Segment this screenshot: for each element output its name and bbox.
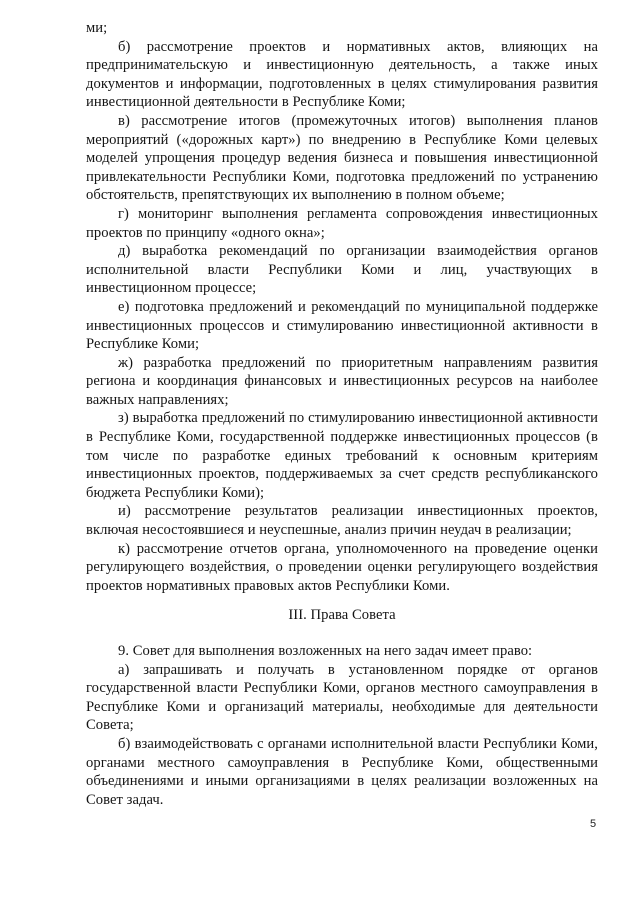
section-heading: III. Права Совета — [288, 607, 396, 624]
list-item: з) выработка предложений по стимулированию инвестиционной активности в Республике Коми, государственной поддержке инвестиционных процессов (в том числе по разработке единых требований к основным критериям инвестиционных проектов, поддерживаемых за счет средств республиканского бюджета Республики Коми); — [86, 410, 598, 501]
list-item: к) рассмотрение отчетов органа, уполномоченного на проведение оценки регулирующего воздействия, о проведении оценки регулирующего воздействия проектов нормативных правовых актов Республики Коми. — [86, 540, 598, 594]
list-item: ж) разработка предложений по приоритетным направлениям развития региона и координация финансовых и инвестиционных ресурсов на наиболее важных направлениях; — [86, 354, 598, 408]
list-item: б) рассмотрение проектов и нормативных актов, влияющих на предпринимательскую и инвестиционную деятельность, а также иных документов и информации, подготовленных в целях стимулирования развития инвестиционной деятельности в Республике Коми; — [86, 38, 598, 111]
list-item: е) подготовка предложений и рекомендаций по муниципальной поддержке инвестиционных процессов и стимулированию инвестиционной активности в Республике Коми; — [86, 298, 598, 353]
list-item: в) рассмотрение итогов (промежуточных итогов) выполнения планов мероприятий («дорожных карт») по внедрению в Республике Коми целевых моделей упрощения процедур ведения бизнеса и повышения инвестиционной привлекательности Республики Коми, подготовка предложений по устранению обстоятельств, препятствующих их выполнению в полном объеме; — [86, 112, 598, 204]
list-item: д) выработка рекомендаций по организации взаимодействия органов исполнительной власти Республики Коми и лиц, участвующих в инвестиционном процессе; — [86, 243, 598, 297]
continuation-text: ми; — [86, 20, 108, 36]
clause-intro: 9. Совет для выполнения возложенных на него задач имеет право: — [118, 643, 533, 659]
list-item: а) запрашивать и получать в установленном порядке от органов государственной власти Республики Коми, органов местного самоуправления в Республике Коми и организаций материалы, необходимые для деятельности Совета; — [86, 661, 598, 734]
document-body — [86, 19, 598, 809]
list-item: г) мониторинг выполнения регламента сопровождения инвестиционных проектов по принципу «одного окна»; — [86, 205, 598, 241]
list-item: и) рассмотрение результатов реализации инвестиционных проектов, включая несостоявшиеся и неуспешные, анализ причин неудач в реализации; — [86, 503, 598, 539]
page-number: 5 — [590, 818, 597, 830]
list-item: б) взаимодействовать с органами исполнительной власти Республики Коми, органами местного самоуправления в Республике Коми, общественными объединениями и иными организациями в целях реализации возложенных на Совет задач. — [86, 735, 598, 808]
